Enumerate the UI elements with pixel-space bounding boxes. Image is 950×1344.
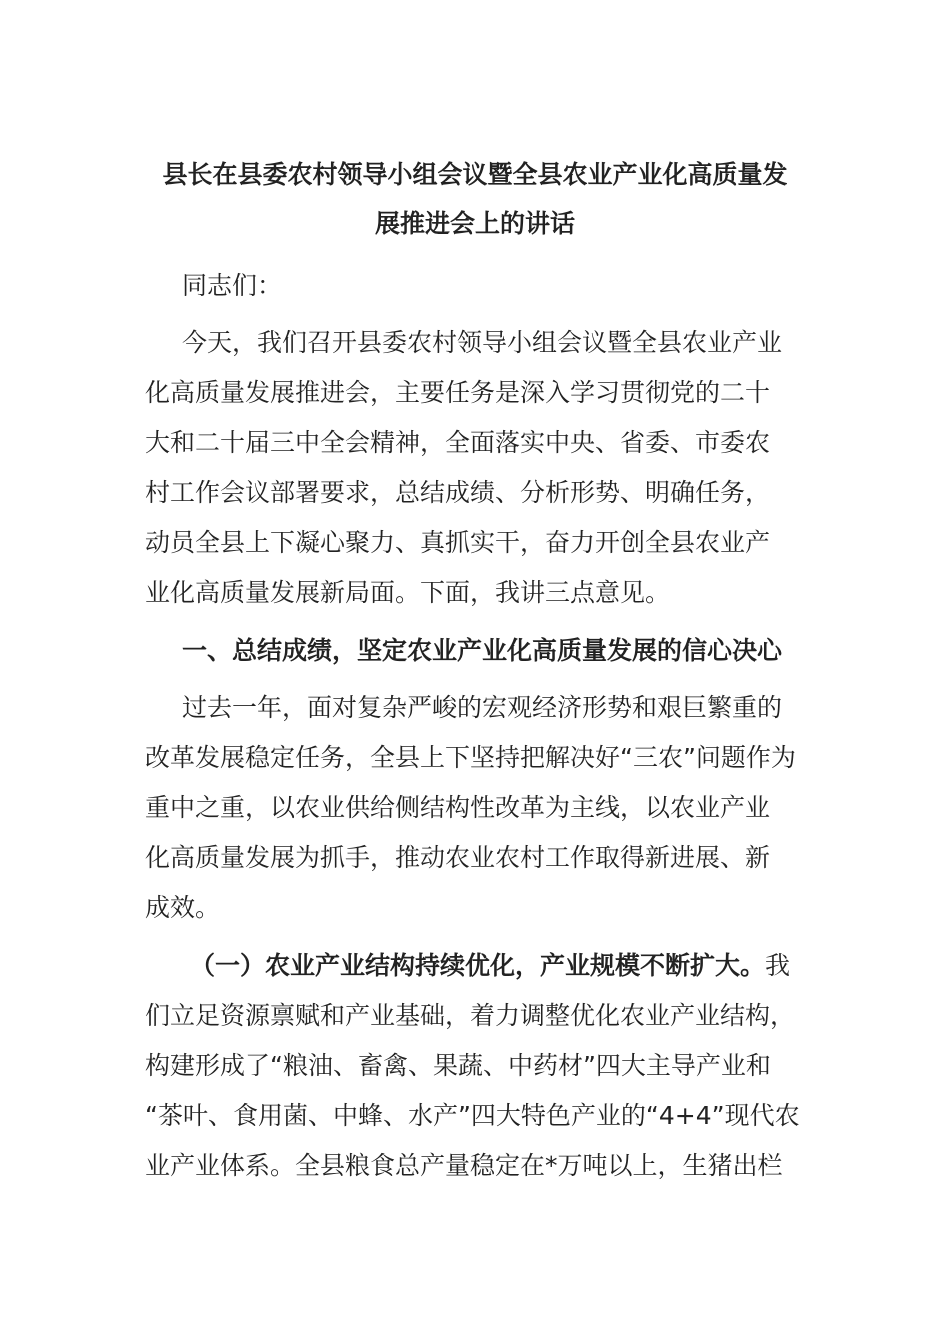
section-1-line-3: 重中之重，以农业供给侧结构性改革为主线，以农业产业	[145, 793, 771, 822]
intro-line-6: 业化高质量发展新局面。下面，我讲三点意见。	[145, 578, 671, 607]
subsection-1-line-4: “茶叶、食用菌、中蜂、水产”四大特色产业的“4+4”现代农	[145, 1101, 800, 1130]
section-1-heading: 一、总结成绩，坚定农业产业化高质量发展的信心决心	[182, 636, 783, 665]
intro-line-4: 村工作会议部署要求，总结成绩、分析形势、明确任务，	[145, 478, 771, 507]
subsection-1-line-2: 们立足资源禀赋和产业基础，着力调整优化农业产业结构，	[145, 1001, 796, 1030]
section-1-line-5: 成效。	[145, 893, 221, 922]
section-1-line-4: 化高质量发展为抓手，推动农业农村工作取得新进展、新	[145, 843, 771, 872]
subsection-1-heading: （一）农业产业结构持续优化，产业规模不断扩大。	[190, 951, 766, 980]
intro-line-1: 今天，我们召开县委农村领导小组会议暨全县农业产业	[182, 328, 783, 357]
subsection-1-first-line	[145, 951, 805, 981]
section-1-line-2: 改革发展稳定任务，全县上下坚持把解决好“三农”问题作为	[145, 743, 796, 772]
document-title	[145, 150, 805, 248]
intro-line-3: 大和二十届三中全会精神，全面落实中央、省委、市委农	[145, 428, 771, 457]
title-line-2: 展推进会上的讲话	[374, 209, 575, 238]
intro-line-2: 化高质量发展推进会，主要任务是深入学习贯彻党的二十	[145, 378, 771, 407]
subsection-1-first-tail: 我	[765, 951, 791, 980]
subsection-1-line-5: 业产业体系。全县粮食总产量稳定在*万吨以上，生猪出栏	[145, 1151, 783, 1180]
intro-line-5: 动员全县上下凝心聚力、真抓实干，奋力开创全县农业产	[145, 528, 771, 557]
subsection-1-line-3: 构建形成了“粮油、畜禽、果蔬、中药材”四大主导产业和	[145, 1051, 771, 1080]
section-1-line-1: 过去一年，面对复杂严峻的宏观经济形势和艰巨繁重的	[182, 693, 783, 722]
salutation: 同志们：	[182, 271, 283, 300]
title-line-1: 县长在县委农村领导小组会议暨全县农业产业化高质量发	[162, 160, 788, 189]
